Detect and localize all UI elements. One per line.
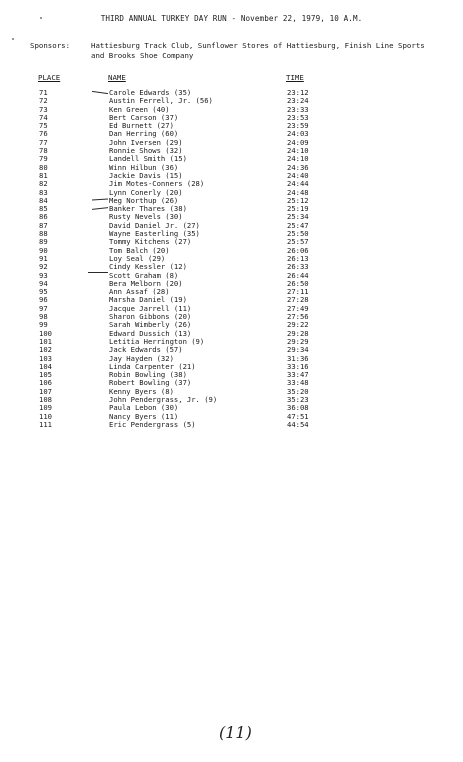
result-row [0,313,463,321]
name-cell: Bert Carson (37) [109,112,179,122]
name-cell: Nancy Byers (11) [109,411,179,421]
results-list [0,89,463,429]
place-cell: 96 [39,295,48,305]
place-cell: 85 [39,204,48,214]
place-cell: 83 [39,187,48,197]
result-row [0,130,463,138]
place-cell: 108 [39,394,52,404]
name-cell: Jim Motes-Conners (28) [109,179,205,189]
name-cell: Robert Bowling (37) [109,378,192,388]
name-cell: Tom Balch (20) [109,245,170,255]
result-row [0,172,463,180]
time-cell: 27:49 [287,303,309,313]
place-cell: 74 [39,112,48,122]
name-cell: Rusty Nevels (30) [109,212,183,222]
name-cell: Banker Thares (38) [109,204,187,214]
time-cell: 44:54 [287,419,309,429]
time-cell: 23:33 [287,104,309,114]
place-column-header: PLACE [38,73,61,82]
place-cell: 94 [39,278,48,288]
place-cell: 99 [39,320,48,330]
name-cell: Eric Pendergrass (5) [109,419,196,429]
time-cell: 23:24 [287,96,309,106]
time-cell: 24:36 [287,162,309,172]
time-cell: 23:53 [287,112,309,122]
time-cell: 26:33 [287,262,309,272]
time-cell: 27:11 [287,287,309,297]
place-cell: 97 [39,303,48,313]
place-cell: 101 [39,336,52,346]
place-cell: 71 [39,88,48,97]
time-cell: 33:47 [287,370,309,380]
result-row [0,106,463,114]
place-cell: 111 [39,419,52,429]
page-number: (11) [219,723,252,742]
name-cell: Bera Melborn (20) [109,278,183,288]
time-cell: 24:48 [287,187,309,197]
name-cell: Jackie Davis (15) [109,170,183,180]
name-cell: Paula Lebon (30) [109,403,179,413]
time-cell: 25:12 [287,195,309,205]
place-cell: 102 [39,345,52,355]
name-cell: Kenny Byers (8) [109,386,174,396]
name-cell: Ann Assaf (28) [109,287,170,297]
time-cell: 26:13 [287,253,309,263]
place-cell: 107 [39,386,52,396]
result-row [0,114,463,122]
place-cell: 100 [39,328,52,338]
time-cell: 27:28 [287,295,309,305]
name-cell: John Iversen (29) [109,137,183,147]
time-cell: 25:19 [287,204,309,214]
result-row [0,346,463,354]
place-cell: 92 [39,262,48,272]
time-cell: 24:10 [287,154,309,164]
place-cell: 80 [39,162,48,172]
name-cell: Scott Graham (8) [109,270,179,280]
result-row [0,355,463,363]
result-row [0,139,463,147]
result-row [0,238,463,246]
time-cell: 26:44 [287,270,309,280]
time-cell: 24:44 [287,179,309,189]
result-row [0,230,463,238]
name-cell: Sarah Wimberly (26) [109,320,192,330]
name-cell: Wayne Easterling (35) [109,229,200,239]
place-cell: 89 [39,237,48,247]
place-cell: 88 [39,229,48,239]
time-cell: 24:10 [287,146,309,156]
sponsors-label: Sponsors: [30,41,71,50]
name-cell: Dan Herring (60) [109,129,179,139]
name-cell: Lynn Conerly (20) [109,187,183,197]
result-row [0,288,463,296]
time-cell: 36:08 [287,403,309,413]
name-cell: Carole Edwards (35) [109,88,192,97]
place-cell: 104 [39,361,52,371]
name-cell: Linda Carpenter (21) [109,361,196,371]
name-cell: Edward Dussich (13) [109,328,192,338]
time-cell: 35:23 [287,394,309,404]
result-row [0,305,463,313]
name-cell: Tommy Kitchens (27) [109,237,192,247]
result-row [0,280,463,288]
time-cell: 29:34 [287,345,309,355]
result-row [0,379,463,387]
time-column-header: TIME [286,73,304,82]
place-cell: 109 [39,403,52,413]
place-cell: 106 [39,378,52,388]
time-cell: 29:22 [287,320,309,330]
time-cell: 33:16 [287,361,309,371]
time-cell: 23:12 [287,88,309,97]
result-row [0,205,463,213]
result-row [0,255,463,263]
place-cell: 87 [39,220,48,230]
result-row [0,421,463,429]
time-cell: 47:51 [287,411,309,421]
name-cell: John Pendergrass, Jr. (9) [109,394,218,404]
place-cell: 98 [39,312,48,322]
name-cell: Loy Seal (29) [109,253,166,263]
place-cell: 79 [39,154,48,164]
result-row [0,272,463,280]
result-row [0,413,463,421]
time-cell: 24:40 [287,170,309,180]
result-row [0,97,463,105]
name-cell: Landell Smith (15) [109,154,187,164]
sponsors-line-1: Hattiesburg Track Club, Sunflower Stores of Hattiesburg, Finish Line Sports [91,41,425,50]
sponsors-line-2: and Brooks Shoe Company [91,51,194,60]
place-cell: 77 [39,137,48,147]
place-cell: 76 [39,129,48,139]
result-row [0,155,463,163]
result-row [0,122,463,130]
scan-speck [12,38,14,40]
result-row [0,338,463,346]
place-cell: 90 [39,245,48,255]
name-cell: Jacque Jarrell (11) [109,303,192,313]
time-cell: 29:29 [287,336,309,346]
time-cell: 24:09 [287,137,309,147]
result-row [0,296,463,304]
result-row [0,321,463,329]
result-row [0,189,463,197]
name-cell: Marsha Daniel (19) [109,295,187,305]
name-cell: Letitia Herrington (9) [109,336,205,346]
place-cell: 110 [39,411,52,421]
time-cell: 27:56 [287,312,309,322]
place-cell: 82 [39,179,48,189]
time-cell: 33:48 [287,378,309,388]
time-cell: 25:57 [287,237,309,247]
result-row [0,180,463,188]
result-row [0,371,463,379]
place-cell: 72 [39,96,48,106]
name-cell: David Daniel Jr. (27) [109,220,200,230]
time-cell: 29:28 [287,328,309,338]
name-cell: Ed Burnett (27) [109,121,174,131]
name-column-header: NAME [108,73,126,82]
place-cell: 103 [39,353,52,363]
result-row [0,164,463,172]
place-cell: 95 [39,287,48,297]
handwritten-check-mark [88,272,108,273]
result-row [0,263,463,271]
result-row [0,222,463,230]
result-row [0,363,463,371]
sponsors-text [91,41,457,61]
time-cell: 23:59 [287,121,309,131]
time-cell: 35:20 [287,386,309,396]
time-cell: 25:34 [287,212,309,222]
page-title: THIRD ANNUAL TURKEY DAY RUN - November 22, 1979, 10 A.M. [100,14,363,23]
name-cell: Robin Bowling (38) [109,370,187,380]
name-cell: Ronnie Shows (32) [109,146,183,156]
time-cell: 25:50 [287,229,309,239]
time-cell: 31:36 [287,353,309,363]
place-cell: 86 [39,212,48,222]
time-cell: 26:50 [287,278,309,288]
name-cell: Meg Northup (26) [109,195,179,205]
result-row [0,396,463,404]
result-row [0,247,463,255]
name-cell: Cindy Kessler (12) [109,262,187,272]
time-cell: 26:06 [287,245,309,255]
result-row [0,89,463,97]
place-cell: 81 [39,170,48,180]
time-cell: 24:03 [287,129,309,139]
place-cell: 91 [39,253,48,263]
name-cell: Winn Hilbun (36) [109,162,179,172]
name-cell: Sharon Gibbons (20) [109,312,192,322]
place-cell: 78 [39,146,48,156]
place-cell: 105 [39,370,52,380]
result-row [0,330,463,338]
time-cell: 25:47 [287,220,309,230]
place-cell: 73 [39,104,48,114]
result-row [0,147,463,155]
place-cell: 93 [39,270,48,280]
name-cell: Jack Edwards (57) [109,345,183,355]
place-cell: 84 [39,195,48,205]
result-row [0,213,463,221]
result-row [0,404,463,412]
place-cell: 75 [39,121,48,131]
name-cell: Austin Ferrell, Jr. (56) [109,96,213,106]
result-row [0,388,463,396]
name-cell: Jay Hayden (32) [109,353,174,363]
result-row [0,197,463,205]
name-cell: Ken Green (40) [109,104,170,114]
